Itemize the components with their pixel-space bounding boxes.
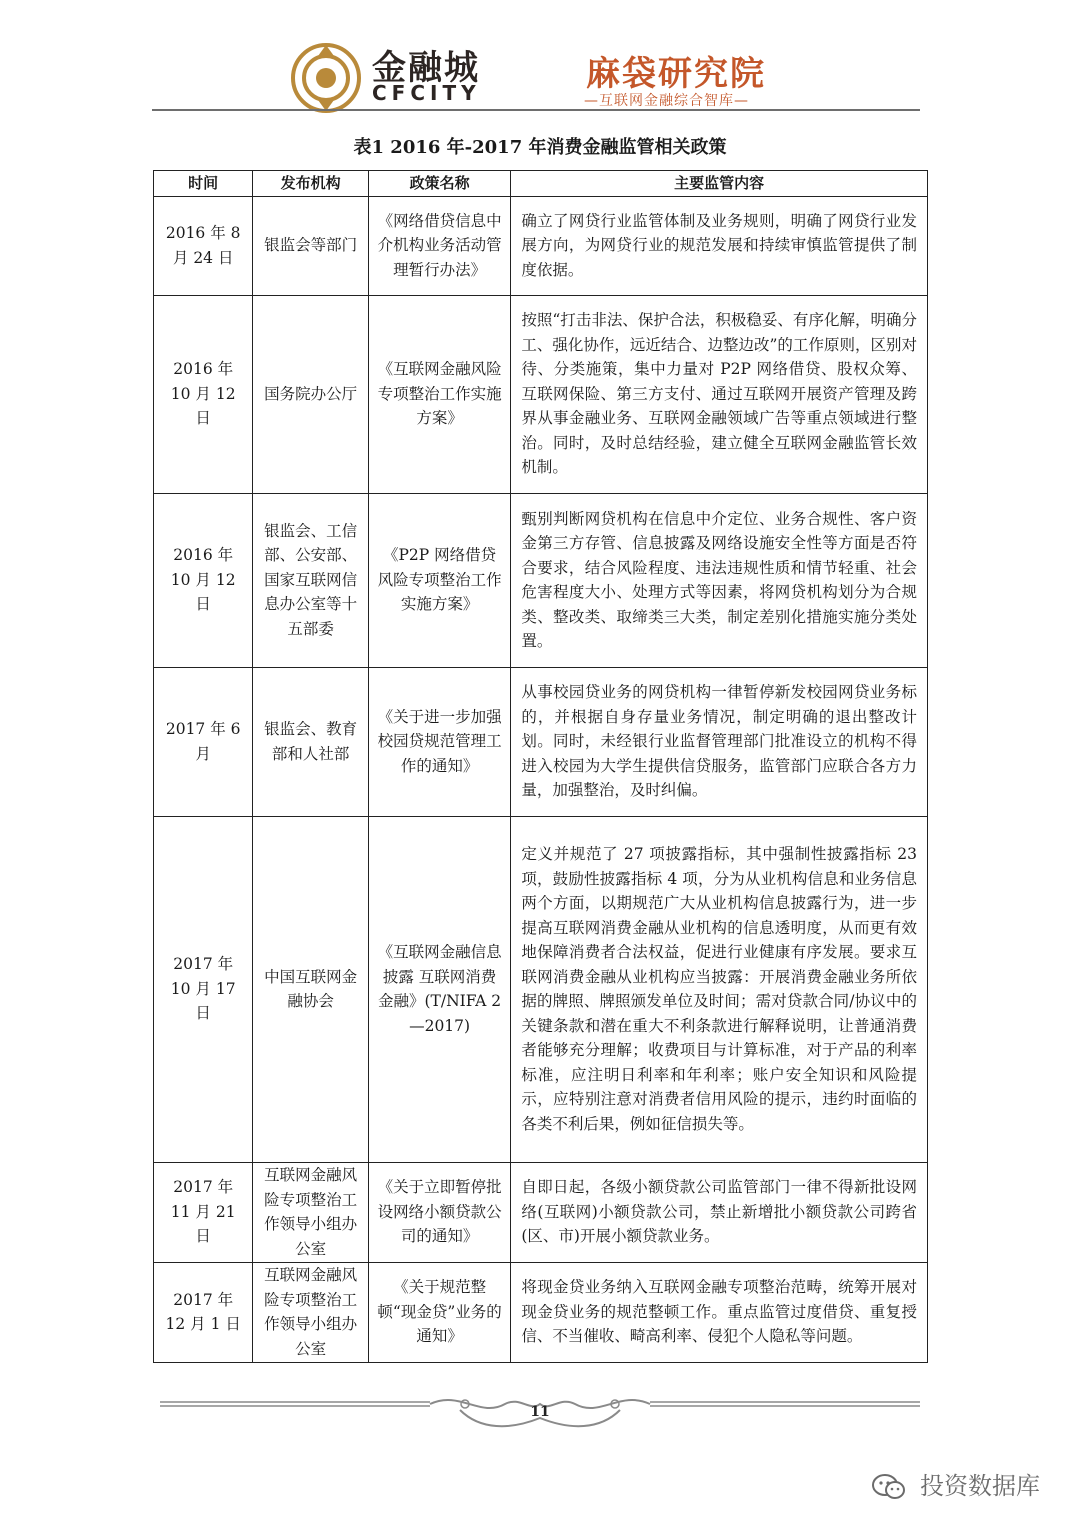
policy-table [153, 170, 928, 1363]
cell-org: 银监会等部门 [253, 196, 368, 295]
cell-content: 从事校园贷业务的网贷机构一律暂停新发校园网贷业务标的，并根据自身存量业务情况，制定明确的退出整改计划。同时，未经银行业监督管理部门批准设立的机构不得进入校园为大学生提供信贷服务，监管部门应联合各方力量，加强整治，及时纠偏。 [511, 667, 928, 816]
cell-time: 2016 年 10 月 12 日 [154, 493, 253, 667]
column-header-time: 时间 [154, 171, 253, 197]
cfcity-logo-icon [290, 42, 362, 114]
table-row [154, 816, 928, 1162]
cell-content: 确立了网贷行业监管体制及业务规则，明确了网贷行业发展方向，为网贷行业的规范发展和持续审慎监管提供了制度依据。 [511, 196, 928, 295]
cell-policy: 《关于进一步加强校园贷规范管理工作的通知》 [368, 667, 511, 816]
cell-content: 自即日起，各级小额贷款公司监管部门一律不得新批设网络(互联网)小额贷款公司，禁止新增批小额贷款公司跨省(区、市)开展小额贷款业务。 [511, 1162, 928, 1262]
cell-policy: 《关于立即暂停批设网络小额贷款公司的通知》 [368, 1162, 511, 1262]
header-divider [152, 109, 920, 111]
cell-org: 国务院办公厅 [253, 295, 368, 493]
cell-org: 银监会、工信部、公安部、国家互联网信息办公室等十五部委 [253, 493, 368, 667]
table-row [154, 1162, 928, 1262]
page-header [0, 0, 1080, 112]
watermark [872, 1466, 1040, 1501]
cell-time: 2017 年 11 月 21 日 [154, 1162, 253, 1262]
watermark-text: 投资数据库 [920, 1472, 1040, 1500]
cell-content: 甄别判断网贷机构在信息中介定位、业务合规性、客户资金第三方存管、信息披露及网络设施安全性等方面是否符合要求，结合风险程度、违法违规性质和情节轻重、社会危害程度大小、处理方式等因素，将网贷机构划分为合规类、整改类、取缔类三大类，制定差别化措施实施分类处置。 [511, 493, 928, 667]
cell-org: 互联网金融风险专项整治工作领导小组办公室 [253, 1162, 368, 1262]
wechat-icon [872, 1473, 906, 1501]
cell-time: 2017 年 6 月 [154, 667, 253, 816]
column-header-org: 发布机构 [253, 171, 368, 197]
cell-org: 中国互联网金融协会 [253, 816, 368, 1162]
cell-time: 2016 年 10 月 12 日 [154, 295, 253, 493]
table-header-row [154, 171, 928, 197]
table-row [154, 1262, 928, 1362]
table-row [154, 196, 928, 295]
cell-content: 将现金贷业务纳入互联网金融专项整治范畴，统筹开展对现金贷业务的规范整顿工作。重点监管过度借贷、重复授信、不当催收、畸高利率、侵犯个人隐私等问题。 [511, 1262, 928, 1362]
column-header-content: 主要监管内容 [511, 171, 928, 197]
cell-policy: 《网络借贷信息中介机构业务活动管理暂行办法》 [368, 196, 511, 295]
cell-policy: 《互联网金融信息披露 互联网消费金融》(T/NIFA 2—2017) [368, 816, 511, 1162]
cell-org: 银监会、教育部和人社部 [253, 667, 368, 816]
cell-time: 2017 年 10 月 17 日 [154, 816, 253, 1162]
table-row [154, 667, 928, 816]
table-row [154, 295, 928, 493]
institute-tagline: —互联网金融综合智库— [584, 93, 749, 109]
cell-content: 定义并规范了 27 项披露指标，其中强制性披露指标 23 项，鼓励性披露指标 4 项，分为从业机构信息和业务信息两个方面，以期规范广大从业机构信息披露行为，进一步提高互联网消费金融从业机构的信息透明度，从而更有效地保障消费者合法权益，促进行业健康有序发展。要求互联网消费金融从业机构应当披露：开展消费金融业务所依据的牌照、牌照颁发单位及时间；需对贷款合同/协议中的关键条款和潜在重大不利条款进行解释说明，让普通消费者能够充分理解；收费项目与计算标准，对于产品的利率标准，应注明日利率和年利率；账户安全知识和风险提示，应特别注意对消费者信用风险的提示，违约时面临的各类不利后果，例如征信损失等。 [511, 816, 928, 1162]
brand-name-cn: 金融城 [372, 48, 480, 88]
table-title: 表1 2016 年-2017 年消费金融监管相关政策 [353, 137, 727, 158]
cell-time: 2017 年 12 月 1 日 [154, 1262, 253, 1362]
cell-policy: 《关于规范整顿“现金贷”业务的通知》 [368, 1262, 511, 1362]
brand-name-en: CFCITY [372, 81, 481, 105]
cell-policy: 《互联网金融风险专项整治工作实施方案》 [368, 295, 511, 493]
cell-org: 互联网金融风险专项整治工作领导小组办公室 [253, 1262, 368, 1362]
column-header-policy: 政策名称 [368, 171, 511, 197]
cell-content: 按照“打击非法、保护合法，积极稳妥、有序化解，明确分工、强化协作，远近结合、边整边改”的工作原则，区别对待、分类施策，集中力量对 P2P 网络借贷、股权众筹、互联网保险、第三方支付、通过互联网开展资产管理及跨界从事金融业务、互联网金融领域广告等重点领域进行整治。同时，及时总结经验，建立健全互联网金融监管长效机制。 [511, 295, 928, 493]
cell-policy: 《P2P 网络借贷风险专项整治工作实施方案》 [368, 493, 511, 667]
page-number: 11 [530, 1404, 550, 1420]
table-row [154, 493, 928, 667]
cell-time: 2016 年 8 月 24 日 [154, 196, 253, 295]
institute-name: 麻袋研究院 [586, 54, 766, 94]
